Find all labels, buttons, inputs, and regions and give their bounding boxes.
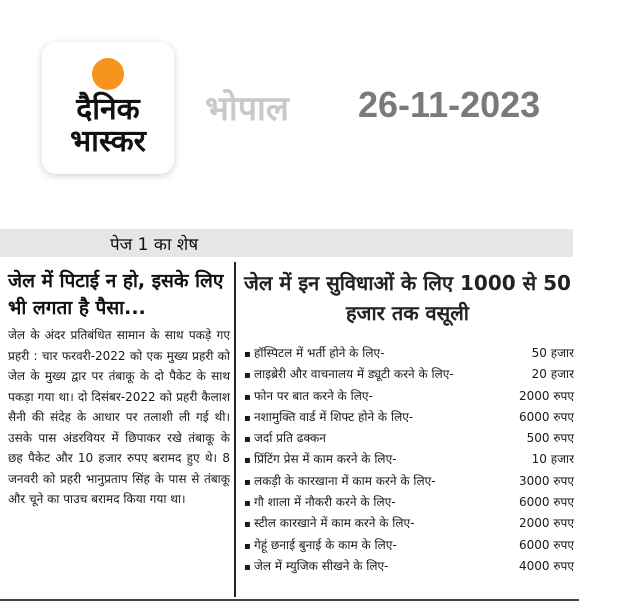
logo-text-line2: भास्कर	[70, 124, 146, 159]
facility-label: ▪ गेहूं छनाई बुनाई के काम के लिए-	[244, 536, 397, 553]
facility-label: ▪ गौ शाला में नौकरी करने के लिए-	[244, 493, 396, 510]
facility-item	[244, 493, 574, 514]
facility-price: 6000 रुपए	[519, 409, 574, 424]
sun-icon	[92, 58, 124, 90]
facility-label: ▪ लकड़ी के कारखाना में काम करने के लिए-	[244, 472, 436, 489]
facility-item	[244, 514, 574, 535]
left-story-body: जेल के अंदर प्रतिबंधित सामान के साथ पकड़े गए प्रहरी : चार फरवरी-2022 को एक मुख्य प्रहरी को जेल के मुख्य द्वार पर तंबाकू के दो पैकेट के साथ पकड़ा गया था। दो दिसंबर-2022 को प्रहरी कैलाश सैनी की संदेह के आधार पर तलाशी ली गई थी। उसके पास अंडरवियर में छिपाकर रखे तंबाकू के छह पैकेट और 10 हजार रुपए बरामद हुए थे। 8 जनवरी को प्रहरी भानुप्रताप सिंह के पास से तंबाकू और चूने का पाउच बरामद किया गया था।	[8, 328, 230, 506]
facility-label: ▪ प्रिंटिंग प्रेस में काम करने के लिए-	[244, 450, 397, 467]
facility-price: 6000 रुपए	[519, 537, 574, 552]
left-story-headline: जेल में पिटाई न हो, इसके लिए भी लगता है पैसा...	[8, 270, 224, 319]
edition-city: भोपाल	[205, 89, 289, 129]
facility-item	[244, 344, 574, 365]
facility-price: 20 हजार	[531, 367, 574, 382]
facility-label: ▪ जेल में म्युजिक सीखने के लिए-	[244, 557, 388, 574]
facilities-headline: जेल में इन सुविधाओं के लिए 1000 से 50 हजार तक वसूली	[244, 271, 571, 325]
dainik-bhaskar-logo	[42, 42, 174, 174]
facility-price: 2000 रुपए	[519, 388, 574, 403]
bottom-rule	[0, 599, 579, 601]
facility-label: ▪ लाइब्रेरी और वाचनालय में ड्यूटी करने के लिए-	[244, 365, 454, 382]
page-continuation-band	[0, 229, 573, 257]
facility-item	[244, 536, 574, 557]
facility-item	[244, 450, 574, 471]
facility-price: 2000 रुपए	[519, 516, 574, 531]
logo-text-line1: दैनिक	[76, 92, 140, 127]
facility-price: 500 रुपए	[526, 431, 574, 446]
facility-price: 50 हजार	[531, 346, 574, 360]
facilities-list	[244, 344, 574, 578]
facility-item	[244, 408, 574, 429]
page-continuation-label: पेज 1 का शेष	[110, 235, 199, 255]
facility-label: ▪ जर्दा प्रति ढक्कन	[244, 429, 326, 446]
facility-item	[244, 557, 574, 578]
facility-label: ▪ नशामुक्ति वार्ड में शिफ्ट होने के लिए-	[244, 408, 413, 425]
facility-item	[244, 365, 574, 386]
facility-price: 10 हजार	[531, 452, 574, 467]
facility-price: 4000 रुपए	[519, 558, 574, 573]
facility-label: ▪ स्टील कारखाने में काम करने के लिए-	[244, 514, 415, 531]
facility-price: 3000 रुपए	[519, 473, 574, 488]
edition-date: 26-11-2023	[358, 84, 541, 125]
facility-label: ▪ हॉस्पिटल में भर्ती होने के लिए-	[244, 344, 384, 361]
facility-item	[244, 429, 574, 450]
column-divider	[234, 262, 236, 597]
facility-item	[244, 387, 574, 408]
facility-price: 6000 रुपए	[519, 495, 574, 510]
facility-item	[244, 472, 574, 493]
facility-label: ▪ फोन पर बात करने के लिए-	[244, 387, 373, 404]
